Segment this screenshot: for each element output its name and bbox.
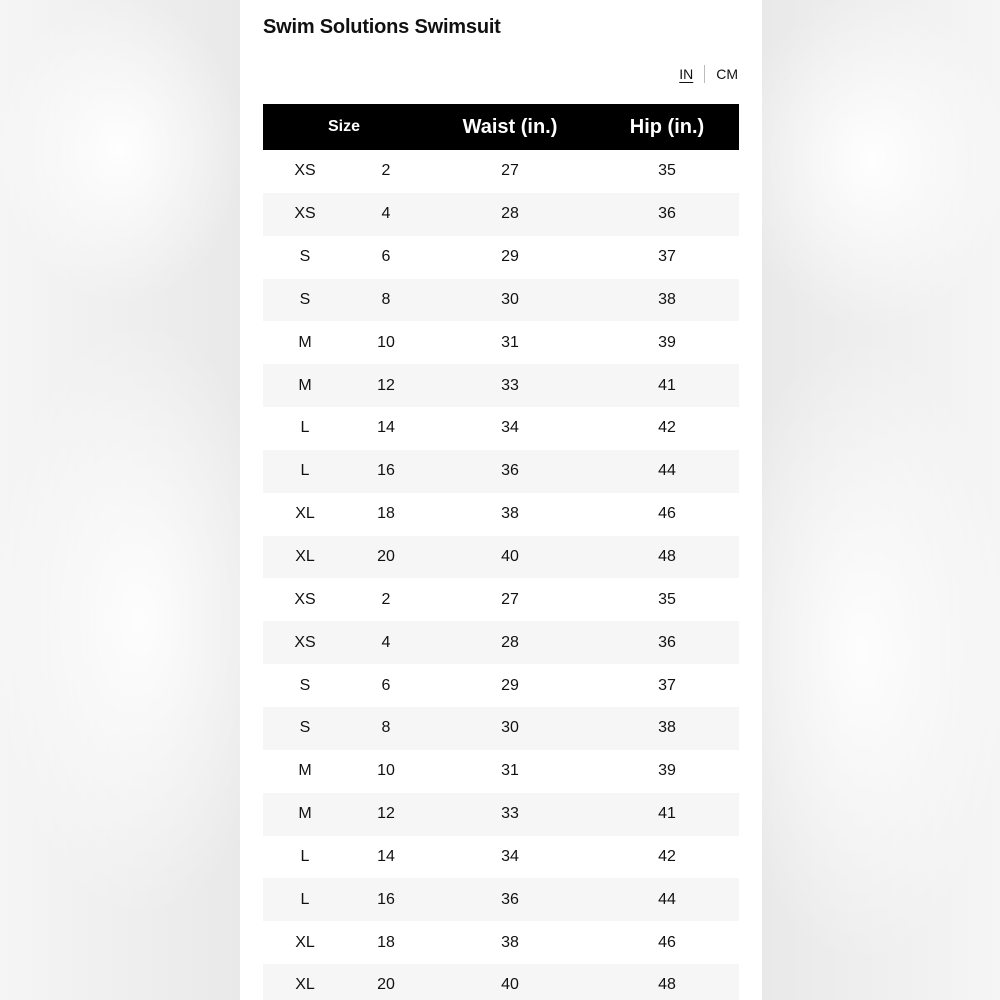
size-letter-cell: S	[299, 676, 311, 694]
hip-cell: 39	[658, 762, 676, 780]
size-number-cell: 18	[377, 505, 395, 523]
size-letter-cell: XS	[294, 590, 316, 608]
table-row	[263, 536, 739, 579]
table-row	[263, 364, 739, 407]
waist-cell: 31	[501, 333, 519, 351]
table-row	[263, 878, 739, 921]
waist-cell: 33	[501, 376, 519, 394]
hip-cell: 42	[658, 847, 676, 865]
waist-cell: 36	[501, 890, 519, 908]
waist-cell: 34	[501, 419, 519, 437]
size-letter-cell: S	[299, 719, 311, 737]
size-number-cell: 2	[381, 590, 391, 608]
size-number-cell: 18	[377, 933, 395, 951]
hip-cell: 48	[658, 976, 676, 994]
size-number-cell: 4	[381, 205, 391, 223]
size-letter-cell: M	[298, 376, 312, 394]
waist-cell: 29	[501, 248, 519, 266]
size-number-cell: 8	[381, 290, 391, 308]
table-row	[263, 407, 739, 450]
waist-cell: 40	[501, 548, 519, 566]
size-number-cell: 10	[377, 762, 395, 780]
page-title: Swim Solutions Swimsuit	[263, 16, 501, 38]
size-number-cell: 6	[381, 248, 391, 266]
table-body	[263, 150, 739, 1000]
table-row	[263, 493, 739, 536]
hip-cell: 35	[658, 162, 676, 180]
header-hip: Hip (in.)	[629, 115, 705, 138]
waist-cell: 38	[501, 505, 519, 523]
waist-cell: 38	[501, 933, 519, 951]
background-left	[0, 0, 240, 1000]
size-letter-cell: M	[298, 333, 312, 351]
size-number-cell: 8	[381, 719, 391, 737]
size-letter-cell: L	[300, 462, 310, 480]
size-number-cell: 20	[377, 548, 395, 566]
waist-cell: 34	[501, 847, 519, 865]
waist-cell: 40	[501, 976, 519, 994]
table-row	[263, 150, 739, 193]
hip-cell: 42	[658, 419, 676, 437]
table-row	[263, 321, 739, 364]
size-table	[263, 104, 739, 1000]
size-letter-cell: M	[298, 805, 312, 823]
size-letter-cell: XL	[295, 505, 315, 523]
unit-toggle	[679, 64, 738, 84]
hip-cell: 41	[658, 376, 676, 394]
hip-cell: 36	[658, 633, 676, 651]
size-letter-cell: XS	[294, 162, 316, 180]
size-letter-cell: XL	[295, 933, 315, 951]
size-letter-cell: S	[299, 248, 311, 266]
table-row	[263, 793, 739, 836]
size-letter-cell: L	[300, 890, 310, 908]
size-letter-cell: L	[300, 419, 310, 437]
waist-cell: 29	[501, 676, 519, 694]
waist-cell: 28	[501, 633, 519, 651]
size-letter-cell: XS	[294, 205, 316, 223]
hip-cell: 36	[658, 205, 676, 223]
table-row	[263, 621, 739, 664]
waist-cell: 30	[501, 290, 519, 308]
table-row	[263, 964, 739, 1000]
hip-cell: 37	[658, 676, 676, 694]
size-number-cell: 4	[381, 633, 391, 651]
table-row	[263, 236, 739, 279]
size-number-cell: 12	[377, 805, 395, 823]
hip-cell: 38	[658, 719, 676, 737]
header-size: Size	[327, 118, 360, 135]
size-letter-cell: XL	[295, 548, 315, 566]
size-number-cell: 14	[377, 419, 395, 437]
size-number-cell: 2	[381, 162, 391, 180]
waist-cell: 30	[501, 719, 519, 737]
size-number-cell: 16	[377, 890, 395, 908]
table-row	[263, 664, 739, 707]
waist-cell: 28	[501, 205, 519, 223]
table-header	[263, 104, 739, 150]
table-row	[263, 193, 739, 236]
table-row	[263, 750, 739, 793]
size-letter-cell: XS	[294, 633, 316, 651]
table-row	[263, 279, 739, 322]
hip-cell: 44	[658, 890, 676, 908]
waist-cell: 27	[501, 590, 519, 608]
table-row	[263, 836, 739, 879]
size-number-cell: 16	[377, 462, 395, 480]
header-waist: Waist (in.)	[462, 115, 558, 138]
table-row	[263, 450, 739, 493]
table-row	[263, 921, 739, 964]
background-right	[762, 0, 1000, 1000]
size-letter-cell: L	[300, 847, 310, 865]
hip-cell: 41	[658, 805, 676, 823]
hip-cell: 46	[658, 505, 676, 523]
hip-cell: 38	[658, 290, 676, 308]
size-chart-panel	[240, 0, 762, 1000]
table-row	[263, 707, 739, 750]
size-number-cell: 12	[377, 376, 395, 394]
waist-cell: 33	[501, 805, 519, 823]
size-number-cell: 10	[377, 333, 395, 351]
hip-cell: 37	[658, 248, 676, 266]
waist-cell: 31	[501, 762, 519, 780]
waist-cell: 27	[501, 162, 519, 180]
size-letter-cell: S	[299, 290, 311, 308]
unit-divider	[704, 65, 705, 83]
hip-cell: 39	[658, 333, 676, 351]
size-number-cell: 14	[377, 847, 395, 865]
size-letter-cell: XL	[295, 976, 315, 994]
hip-cell: 44	[658, 462, 676, 480]
size-number-cell: 6	[381, 676, 391, 694]
hip-cell: 46	[658, 933, 676, 951]
unit-in-button[interactable]: IN	[679, 66, 694, 82]
waist-cell: 36	[501, 462, 519, 480]
size-letter-cell: M	[298, 762, 312, 780]
table-row	[263, 578, 739, 621]
hip-cell: 35	[658, 590, 676, 608]
unit-cm-button[interactable]: CM	[716, 66, 738, 82]
size-number-cell: 20	[377, 976, 395, 994]
hip-cell: 48	[658, 548, 676, 566]
